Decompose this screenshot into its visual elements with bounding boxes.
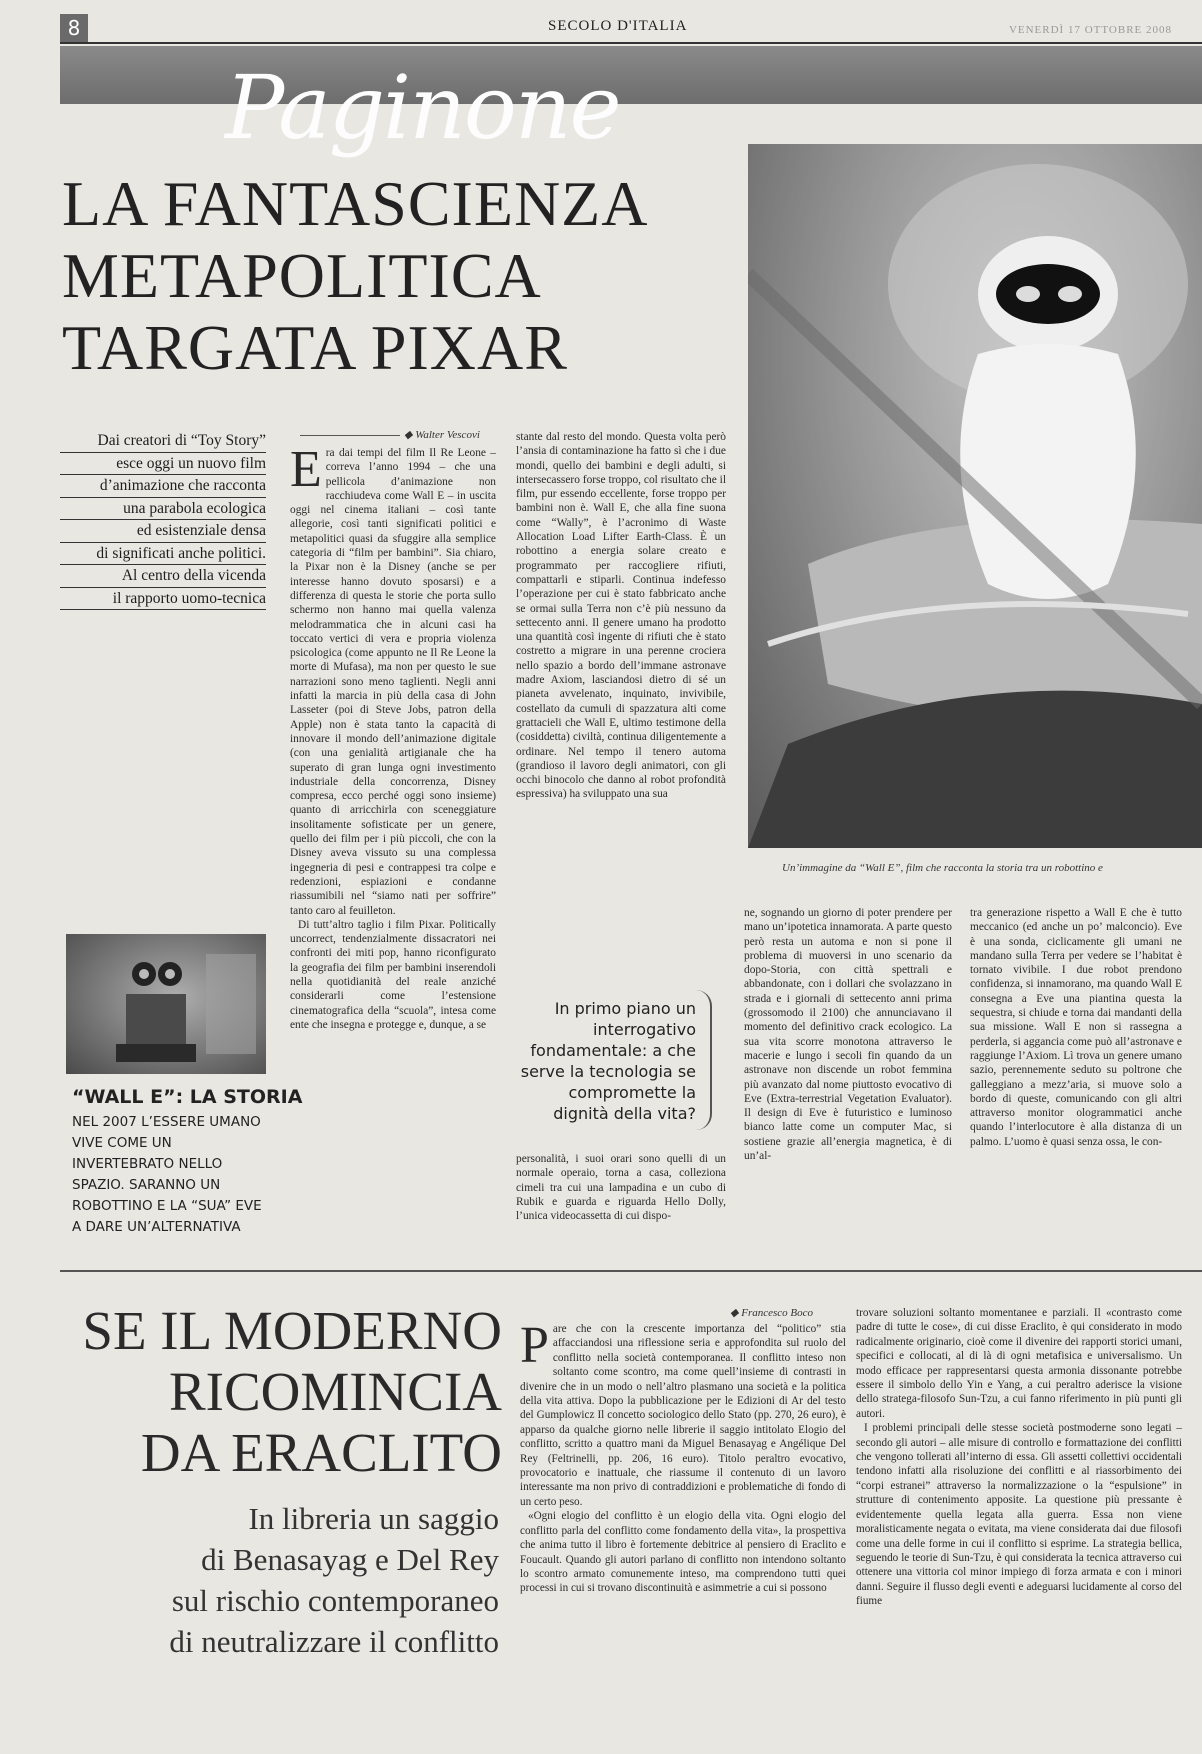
dropcap: E [290, 446, 322, 498]
body-paragraph: Di tutt’altro taglio i film Pixar. Politically uncorrect, tendenzialmente dissacratori nei confronti dei miti pop, hanno riconfigurato la geografia dei film per bambini inserendoli nella quotidianità del reale anziché considerarli come l’estensione cinematografica della “scuola”, intesa come ente che insegna e protegge e, dunque, a se [290, 918, 496, 1031]
summary-line: il rapporto uomo-tecnica [60, 588, 266, 611]
article1-summary-box [60, 430, 266, 610]
section-title: Paginone [225, 56, 620, 159]
photo-caption: Un’immagine da “Wall E”, film che racconta la storia tra un robottino e [782, 862, 1103, 874]
wall-e-robot-illustration [66, 934, 266, 1074]
body-text: personalità, i suoi orari sono quelli di un normale operaio, torna a casa, colleziona cimeli tra cui una lampadina e un cubo di Rubik e guarda e riguarda Hello Dolly, l’unica videocassetta di cui dispo- [516, 1153, 726, 1223]
body-text: are che con la crescente importanza del “politico” stia affacciandosi una riflessione seria e approfondita sul ruolo del conflitto nella società contemporanea. Il conflitto inteso non soltanto come scontro, ma come quell’insieme di contrasti in divenire che in un modo o nell’altro plasmano una società e la politica della vita attiva. Dopo la pubblicazione per le Edizioni di Ar del testo del Gumplowicz Il concetto sociologico dello Stato (pp. 270, 26 euro), è apparso da qualche giorno nelle librerie il saggio intitolato Elogio del conflitto, scritto a quattro mani da Miguel Benasayag e Angélique Del Rey (Feltrinelli, pp. 206, 16 euro). Titolo peraltro evocativo, provocatorio e inattuale, che riassume il contenuto di un lavoro interessante ma non privo di contraddizioni e problematiche di fondo di un certo peso. [520, 1323, 846, 1508]
headline-line: LA FANTASCIENZA [62, 168, 649, 239]
article1-column-2 [516, 430, 726, 968]
pull-quote: In primo piano un interrogativo fondamentale: a che serve la tecnologia se compromette la dignità della vita? [520, 999, 696, 1123]
article2-byline: ◆ Francesco Boco [730, 1307, 813, 1319]
article1-column-3 [744, 906, 952, 1266]
article1-byline: ◆ Walter Vescovi [300, 428, 480, 441]
top-bar [60, 14, 1202, 44]
subhead-line: In libreria un saggio [248, 1501, 499, 1536]
summary-line: una parabola ecologica [60, 498, 266, 521]
article-divider [60, 1270, 1202, 1272]
byline-rule [300, 435, 400, 436]
page-number: 8 [60, 14, 88, 42]
article1-headline [62, 168, 722, 384]
body-paragraph: I problemi principali delle stesse società postmoderne sono legati – secondo gli autori – alle misure di controllo e formattazione dei conflitti che vengono tollerati all’interno di essa. Gli assetti collettivi occidentali tendono infatti alla risoluzione dei conflitti e al riassorbimento dei “corpi estranei” attraverso la normalizzazione o la “espulsione” in strutture di contenimento apposite. La questione più pressante è evidentemente quella legata alla guerra. Essa non viene moralisticamente negata o evitata, ma viene considerata dai due filosofi come una delle forme in cui il conflitto si esprime. La strategia bellica, seguendo le teorie di Sun-Tzu, è qui considerata la tecnica attraverso cui ottenere una vittoria col minor impiego di forza armata e con i minori danni. Seguire il flusso degli eventi e adeguarsi lucidamente al corso del fiume [856, 1422, 1182, 1608]
eve-robot-illustration [748, 144, 1202, 848]
headline-line: RICOMINCIA [168, 1361, 502, 1422]
subhead-line: di Benasayag e Del Rey [201, 1542, 499, 1577]
dateline: VENERDÌ 17 OTTOBRE 2008 [1008, 24, 1172, 36]
summary-line: esce oggi un nuovo film [60, 453, 266, 476]
article2-subheadline [39, 1498, 499, 1662]
byline-author: Walter Vescovi [415, 429, 480, 441]
article2-column-2 [856, 1306, 1182, 1722]
wall-e-thumbnail-photo [66, 934, 266, 1074]
sidebar-title: “WALL E”: LA STORIA [72, 1086, 303, 1108]
dropcap: P [520, 1322, 549, 1374]
sidebar-text: NEL 2007 L’ESSERE UMANO VIVE COME UN INVERTEBRATO NELLO SPAZIO. SARANNO UN ROBOTTINO E LA “SUA” EVE A DARE UN’ALTERNATIVA [72, 1114, 262, 1235]
headline-line: SE IL MODERNO [82, 1300, 502, 1361]
summary-line: di significati anche politici. [60, 543, 266, 566]
body-paragraph: «Ogni elogio del conflitto è un elogio della vita. Ogni elogio del conflitto parla del conflitto come fondamento della vita», la prospettiva che anima tutto il libro è fortemente debitrice al pensiero di Eraclito e Foucault. Quando gli autori parlano di conflitto non intendono soltanto lo scontro armato comunemente inteso, ma comprendono tutti quei processi in cui si trovano discontinuità e asimmetrie a cui si possono [520, 1510, 846, 1595]
body-text: ne, sognando un giorno di poter prendere per mano un’ipotetica innamorata. A parte questo però resta un automa e non si pone il problema di muoversi in uno scenario da dopo-Storia, con città spettrali e abbandonate, con i dollari che svolazzano in strada e i giornali di settecento anni prima (grossomodo il 2100) che annunciavano il momento del definitivo crack ecologico. La sua vita scorre monotona attraverso le macerie e lungo i secoli fin quando da un astronave non discende un robot femmina più avanzato dal nome piuttosto evocativo di Eve (Extra-terrestrial Vegetation Evaluator). Il design di Eve è futuristico e luminoso bianco latte come un computer Mac, si sostiene grazie all’energia magnetica, è di un’al- [744, 907, 952, 1163]
subhead-line: sul rischio contemporaneo [171, 1583, 499, 1618]
summary-line: Dai creatori di “Toy Story” [60, 430, 266, 453]
summary-line: Al centro della vicenda [60, 565, 266, 588]
article1-column-1 [290, 446, 496, 1266]
quote-bracket [696, 990, 712, 1130]
headline-line: TARGATA PIXAR [62, 312, 568, 383]
article1-column-4 [970, 906, 1182, 1266]
article1-column-2-continued [516, 1152, 726, 1264]
body-text: tra generazione rispetto a Wall E che è tutto meccanico (ed anche un po’ malconcio). Eve è una sonda, ciclicamente gli umani ne mandano sulla Terra per vedere se l’habitat è tornato vivibile. I due robot prendono confidenza, si innamorano, ma quando Wall E consegna a Eve una piantina questa la sequestra, si chiude e torna dai mandanti della sua missione. Wall E non si rassegna a perderla, si aggancia come può all’astronave e raggiunge l’Axiom. Lì trova un genere umano sazio, perennemente seduto su poltrone che galleggiano a mezz’aria, si muove solo a bordo di queste, comunicando con gli altri attraverso monitor ologrammatici anche quando l’interlocutore è alla distanza di un palmo. L’uomo è quasi senza ossa, le con- [970, 907, 1182, 1148]
wall-e-eve-photo [748, 144, 1202, 848]
byline-author: Francesco Boco [741, 1307, 813, 1319]
summary-line: ed esistenziale densa [60, 520, 266, 543]
article2-headline [42, 1300, 502, 1483]
subhead-line: di neutralizzare il conflitto [169, 1624, 499, 1659]
headline-line: DA ERACLITO [140, 1422, 502, 1483]
headline-line: METAPOLITICA [62, 240, 542, 311]
section-band [60, 46, 1202, 159]
body-text: stante dal resto del mondo. Questa volta però l’ansia di contaminazione ha fatto sì che i due mondi, quello dei bambini e degli adulti, si intersecassero forse troppo, col risultato che il film, pur essendo eccellente, forse troppo per bambini non è. Wall E, che alla fine suona come “Wally”, è l’acronimo di Waste Allocation Load Lifter Earth-Class. È un robottino a energia solare creato e programmato per raccogliere rifiuti, compattarli e stiparli. Continua indefesso l’operazione per cui è stato fabbricato anche se ormai sulla Terra non c’è più nessuno da settecento anni. Il genere umano ha prodotto una quantità così ingente di rifiuti che è stato costretto a migrare in una perenne crociera nello spazio a bordo dell’immane astronave madre Axiom, lasciandosi dietro di sé un pianeta avvelenato, inquinato, invivibile, costellato da cumuli di spazzatura alti come grattacieli che Wall E, ultimo testimone della (cosiddetta) civiltà, continua diligentemente a ordinare. Nel tempo il tenero automa (grandioso il lavoro degli animatori, con gli occhi binocolo che danno al robot profondità espressiva) ha sviluppato una sua [516, 431, 726, 801]
summary-line: d’animazione che racconta [60, 475, 266, 498]
body-text: trovare soluzioni soltanto momentanee e parziali. Il «contrasto come padre di tutte le cose», di cui disse Eraclito, è qui considerato in modo radicalmente originario, cioè come il divenire dei rapporti storici umani, specifici e collocati, al di là di ogni metafisica e universalismo. Un modo efficace per rappresentarsi questa armonia dissonante potrebbe essere il simbolo dello Yin e Yang, a cui peraltro aderisce la visione dello stratega-filosofo Sun-Tzu, a cui fanno riferimento in più punti gli autori. [856, 1307, 1182, 1420]
masthead: SECOLO D'ITALIA [548, 18, 688, 34]
body-text: ra dai tempi del film Il Re Leone – correva l’anno 1994 – che una pellicola d’animazione non racchiudeva come Wall E – in uscita oggi nel cinema italiani – così tante allegorie, così tanti significati politici e metapolitici quasi da sfuggire alla semplice categoria di “film per bambini”. Sia chiaro, la Pixar non è la Disney (anche se per interesse hanno dovuto sposarsi) e a differenza di questa le storie che porta sullo schermo non hanno mai quella valenza melodrammatica che in alcuni casi ha toccato vertici di vera e propria violenza psicologica (come appunto ne Il Re Leone la morte di Mufasa), ma non per questo le sue narrazioni sono meno taglienti. Negli anni infatti la marcia in più della casa di John Lasseter (poi di Steve Jobs, patron della Apple) non è stata tanto la capacità di innovare il mondo dell’animazione digitale (con una genialità artigianale che ha superato di gran lunga ogni investimento industriale della concorrenza, Disney compresa, ecco perché oggi sono insieme) quanto di arricchirla con sceneggiature insolitamente sofisticate per un genere, quello dei film per i più piccoli, che con la Disney aveva vissuto su una complessa ingegneria di pesi e contrappesi tra colpe e redenzioni, espiazioni e condanne riassumibili nel “siamo nati per soffrire” tanto caro al feuilleton. [290, 447, 496, 917]
article2-column-1 [520, 1322, 846, 1722]
